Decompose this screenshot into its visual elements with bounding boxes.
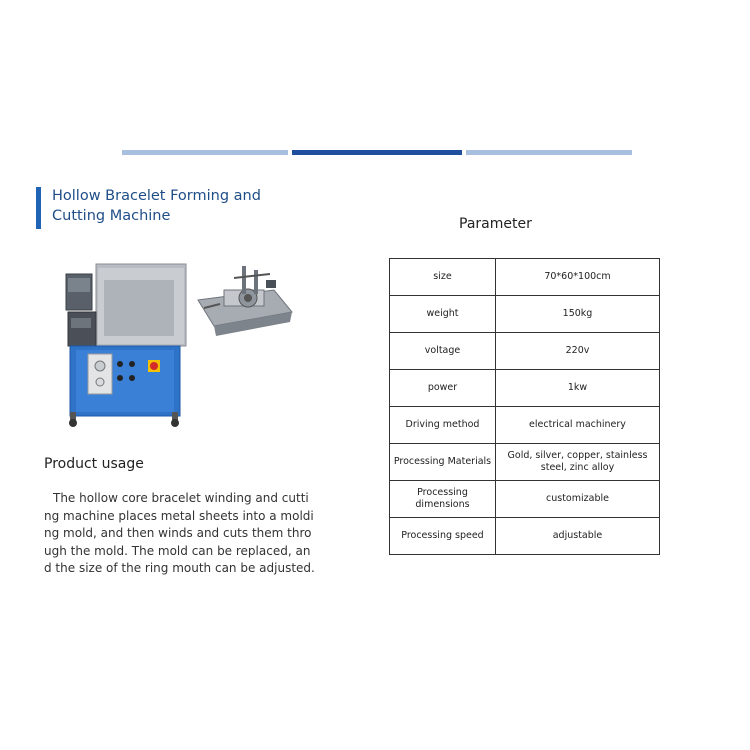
param-value-cell: adjustable [496,518,660,555]
table-row [390,296,660,333]
param-value-cell: 1kw [496,370,660,407]
param-name-cell: power [390,370,496,407]
param-name-cell: Driving method [390,407,496,444]
table-row [390,370,660,407]
divider-bar-right [466,150,632,155]
machine-detail-photo [194,260,296,342]
param-value-cell: electrical machinery [496,407,660,444]
param-value-cell: Gold, silver, copper, stainless steel, zinc alloy [496,444,660,481]
table-row [390,333,660,370]
param-value-cell: 150kg [496,296,660,333]
table-row [390,259,660,296]
divider-bar-center [292,150,462,155]
param-name-cell: Processing dimensions [390,481,496,518]
table-row [390,407,660,444]
param-value-cell: 70*60*100cm [496,259,660,296]
param-name-cell: Processing speed [390,518,496,555]
product-title: Hollow Bracelet Forming and Cutting Machine [52,188,261,224]
table-row [390,444,660,481]
divider-bar-left [122,150,288,155]
param-value-cell: 220v [496,333,660,370]
table-row [390,481,660,518]
title-accent-bar [36,187,41,229]
table-row [390,518,660,555]
param-name-cell: size [390,259,496,296]
usage-text: The hollow core bracelet winding and cutting machine places metal sheets into a molding mold, and then winds and cuts them through the mold. The mold can be replaced, and the size of the ring mouth can be adjusted. [44,491,315,575]
parameter-heading: Parameter [459,216,532,232]
param-name-cell: Processing Materials [390,444,496,481]
param-name-cell: voltage [390,333,496,370]
parameter-table [389,258,660,555]
usage-heading: Product usage [44,456,144,472]
machine-photo [62,262,190,428]
param-value-cell: customizable [496,481,660,518]
param-name-cell: weight [390,296,496,333]
